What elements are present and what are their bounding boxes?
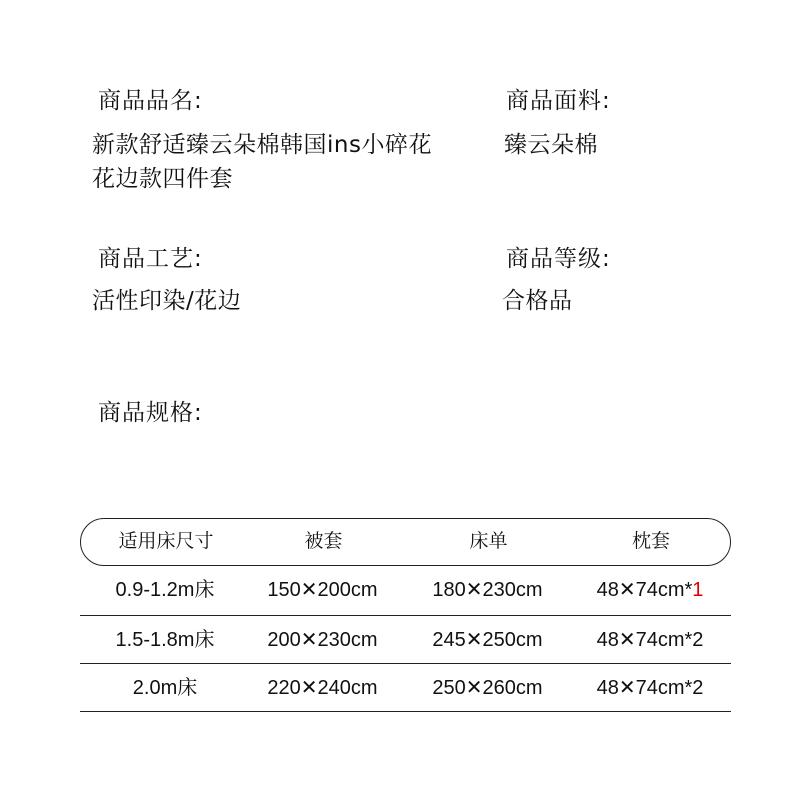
pillow-size: 48✕74cm* (596, 677, 693, 699)
product-name-label: 商品品名: (98, 88, 203, 114)
pillow-qty: 2 (692, 629, 704, 651)
cell-pillowcase (575, 566, 725, 614)
cell-bed-size: 0.9-1.2m床 (115, 579, 215, 601)
cell-duvet: 150✕200cm (267, 579, 378, 601)
grade-value: 合格品 (502, 288, 573, 314)
cell-bed-size: 2.0m床 (132, 677, 198, 699)
cell-duvet: 220✕240cm (267, 677, 378, 699)
pillow-qty: 2 (692, 677, 704, 699)
grade-label: 商品等级: (506, 246, 611, 272)
fabric-label: 商品面料: (506, 88, 611, 114)
pillow-size: 48✕74cm* (596, 579, 693, 601)
spec-label: 商品规格: (98, 400, 203, 426)
pillow-size: 48✕74cm* (596, 629, 693, 651)
cell-sheet: 180✕230cm (432, 579, 543, 601)
header-pillowcase: 枕套 (631, 530, 670, 552)
craft-value: 活性印染/花边 (92, 288, 242, 314)
header-bed-size: 适用床尺寸 (118, 530, 214, 552)
header-duvet: 被套 (304, 530, 343, 552)
cell-pillowcase (575, 616, 725, 664)
fabric-value: 臻云朵棉 (504, 132, 598, 158)
table-row (80, 566, 731, 616)
cell-duvet: 200✕230cm (267, 629, 378, 651)
product-name-line-1: 新款舒适臻云朵棉韩国ins小碎花 (92, 132, 432, 158)
pillow-qty: 1 (692, 579, 704, 601)
cell-pillowcase (575, 664, 725, 712)
table-row (80, 616, 731, 664)
table-row (80, 664, 731, 712)
product-name-line-2: 花边款四件套 (92, 166, 233, 192)
craft-label: 商品工艺: (98, 246, 203, 272)
product-name-value (92, 128, 432, 196)
cell-sheet: 245✕250cm (432, 629, 543, 651)
cell-sheet: 250✕260cm (432, 677, 543, 699)
spec-table (80, 518, 731, 712)
cell-bed-size: 1.5-1.8m床 (115, 629, 215, 651)
table-header (80, 518, 731, 566)
header-sheet: 床单 (469, 530, 508, 552)
